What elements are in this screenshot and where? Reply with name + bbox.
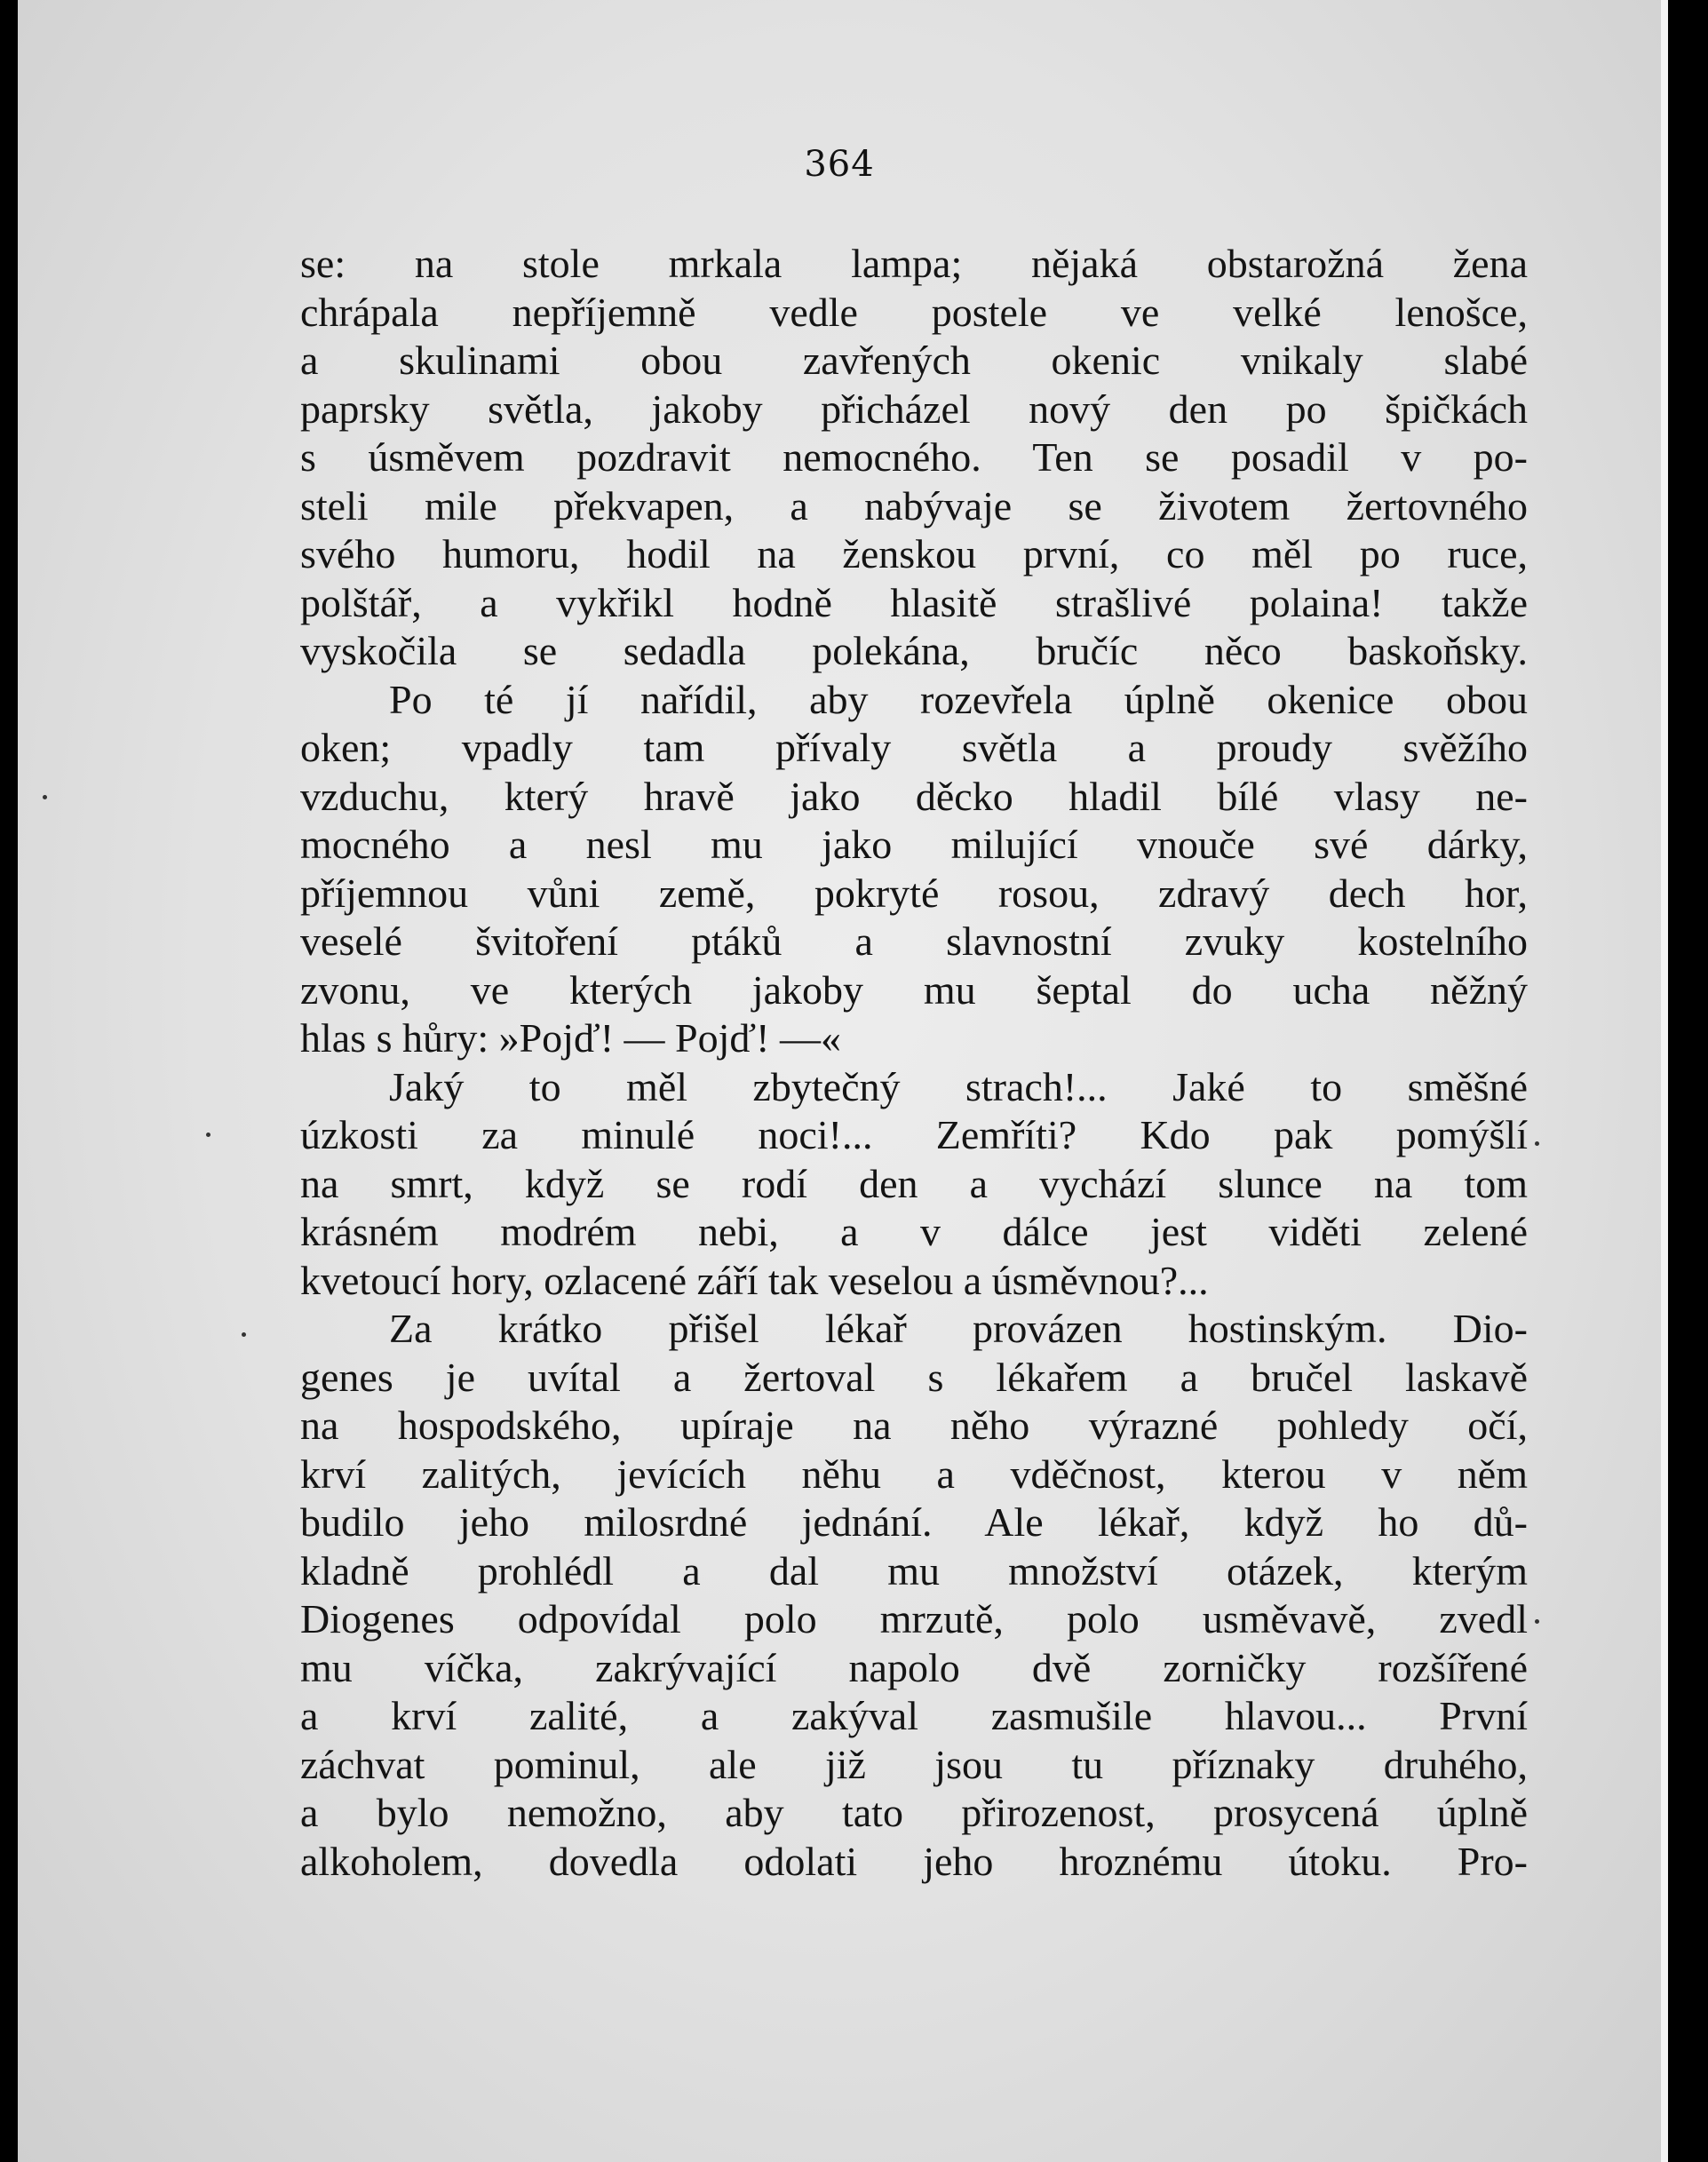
paper-speck: [242, 1332, 246, 1337]
text-line: na smrt, když se rodí den a vychází slunce na tom: [300, 1160, 1528, 1206]
text-line: hlas s hůry: »Pojď! — Pojď! —«: [300, 1015, 841, 1061]
text-line: polštář, a vykřikl hodně hlasitě strašlivé polaina! takže: [300, 579, 1528, 625]
text-line: záchvat pominul, ale již jsou tu příznaky druhého,: [300, 1741, 1528, 1787]
text-line: mocného a nesl mu jako milující vnouče své dárky,: [300, 822, 1528, 867]
text-line: veselé švitoření ptáků a slavnostní zvuky kostelního: [300, 918, 1528, 964]
text-line: úzkosti za minulé noci!... Zemříti? Kdo pak pomýšlí: [300, 1112, 1528, 1157]
text-line: Diogenes odpovídal polo mrzutě, polo usměvavě, zvedl: [300, 1596, 1528, 1641]
text-line: a krví zalité, a zakýval zasmušile hlavou... První: [300, 1693, 1528, 1738]
text-line: alkoholem, dovedla odolati jeho hroznému útoku. Pro-: [300, 1838, 1528, 1884]
text-line: Po té jí nařídil, aby rozevřela úplně okenice obou: [389, 676, 1528, 722]
paper-speck: [1535, 1141, 1539, 1146]
paper-speck: [206, 1133, 211, 1137]
text-line: chrápala nepříjemně vedle postele ve velké lenošce,: [300, 289, 1528, 335]
text-line: se: na stole mrkala lampa; nějaká obstarožná žena: [300, 241, 1528, 286]
book-page: [18, 0, 1661, 2162]
body-text: [300, 240, 1528, 1886]
text-line: vzduchu, který hravě jako děcko hladil bílé vlasy ne-: [300, 773, 1528, 819]
text-line: vyskočila se sedadla polekána, bručíc něco baskoňsky.: [300, 628, 1528, 673]
text-line: mu víčka, zakrývající napolo dvě zorničky rozšířené: [300, 1644, 1528, 1690]
text-line: budilo jeho milosrdné jednání. Ale lékař, když ho dů-: [300, 1499, 1528, 1545]
text-line: Jaký to měl zbytečný strach!... Jaké to směšné: [389, 1063, 1528, 1109]
text-line: kvetoucí hory, ozlacené září tak veselou a úsměvnou?...: [300, 1257, 1209, 1303]
paper-speck: [43, 795, 47, 799]
paper-speck: [1535, 1619, 1539, 1624]
text-line: kladně prohlédl a dal mu množství otázek, kterým: [300, 1547, 1528, 1594]
text-line: na hospodského, upíraje na něho výrazné pohledy očí,: [300, 1403, 1528, 1448]
text-line: a skulinami obou zavřených okenic vnikaly slabé: [300, 338, 1528, 383]
text-line: krví zalitých, jevících něhu a vděčnost, kterou v něm: [300, 1451, 1528, 1497]
text-line: a bylo nemožno, aby tato přirozenost, prosycená úplně: [300, 1790, 1528, 1835]
text-line: svého humoru, hodil na ženskou první, co měl po ruce,: [300, 531, 1528, 576]
text-line: oken; vpadly tam přívaly světla a proudy svěžího: [300, 725, 1528, 770]
text-line: příjemnou vůni země, pokryté rosou, zdravý dech hor,: [300, 870, 1528, 916]
text-line: s úsměvem pozdravit nemocného. Ten se posadil v po-: [300, 434, 1528, 480]
text-line: krásném modrém nebi, a v dálce jest viděti zelené: [300, 1209, 1528, 1254]
text-line: Za krátko přišel lékař provázen hostinským. Dio-: [389, 1306, 1528, 1351]
page-edge: [1661, 0, 1668, 2162]
text-line: paprsky světla, jakoby přicházel nový den po špičkách: [300, 386, 1528, 432]
text-line: zvonu, ve kterých jakoby mu šeptal do ucha něžný: [300, 966, 1528, 1013]
text-line: steli mile překvapen, a nabývaje se životem žertovného: [300, 482, 1528, 529]
text-line: genes je uvítal a žertoval s lékařem a bručel laskavě: [300, 1354, 1528, 1400]
page-number: 364: [804, 144, 875, 185]
